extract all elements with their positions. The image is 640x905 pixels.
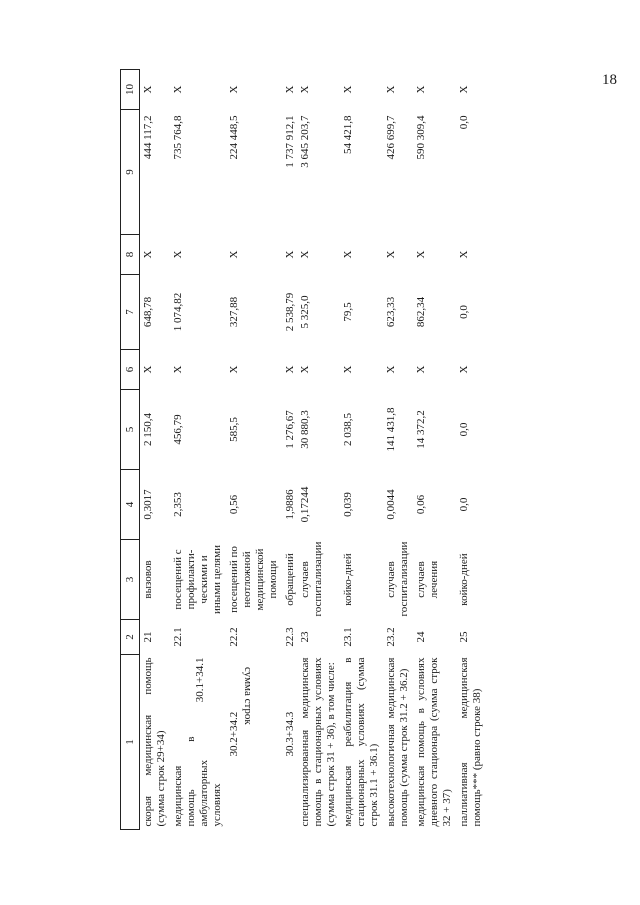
row-code: 23.2 <box>385 627 397 647</box>
cell-c7: 2 538,79 <box>284 292 296 332</box>
cell-c6: X <box>415 365 427 374</box>
cell-c10: X <box>284 85 296 94</box>
table-row <box>226 70 282 830</box>
row-label <box>170 655 226 830</box>
cell-c10: X <box>458 85 470 94</box>
row-code: 25 <box>458 631 470 643</box>
row-label: специализированная медицинская помощь в стационарных условиях (сумма строк 31 + 36), в том числе: <box>299 657 337 827</box>
row-label: скорая медицинская помощь (сумма строк 29+34) <box>142 657 167 827</box>
cell-c6: X <box>284 365 296 374</box>
cell-c9: 735 764,8 <box>172 115 184 160</box>
cell-c5: 1 276,67 <box>284 410 296 449</box>
row-label: медицинская реабилитация в стационарных условиях (сумма строк 31.1 + 36.1) <box>342 657 380 827</box>
table-row <box>340 70 383 830</box>
cell-c5: 2 150,4 <box>142 413 154 446</box>
cell-c8: X <box>142 250 154 259</box>
col-header-10: 10 <box>121 70 140 110</box>
row-unit: случаев госпитализации <box>385 541 410 617</box>
cell-c10: X <box>385 85 397 94</box>
cell-c8: X <box>458 250 470 259</box>
cell-c8: X <box>284 250 296 259</box>
cell-c4: 1,9886 <box>284 489 296 520</box>
row-code: 21 <box>142 631 154 643</box>
row-unit: койко-дней <box>342 553 354 606</box>
table-row <box>170 70 226 830</box>
cell-c7: 648,78 <box>142 296 154 328</box>
cell-c4: 0,56 <box>228 494 240 515</box>
cell-c10: X <box>299 85 311 94</box>
cell-c5: 141 431,8 <box>385 407 397 452</box>
cell-c8: X <box>172 250 184 259</box>
cell-c8: X <box>342 250 354 259</box>
row-code: 22.3 <box>284 627 296 647</box>
row-unit: случаев лечения <box>415 560 440 599</box>
row-unit: обращений <box>284 553 296 606</box>
cell-c6: X <box>228 365 240 374</box>
cell-c6: X <box>172 365 184 374</box>
page-number: 18 <box>602 72 617 88</box>
row-sum-note: 30.2+34.2 <box>228 711 240 757</box>
row-unit: койко-дней <box>458 553 470 606</box>
col-header-1: 1 <box>121 655 140 830</box>
col-header-4: 4 <box>121 470 140 540</box>
cell-c10: X <box>142 85 154 94</box>
cell-c9: 590 309,4 <box>415 115 427 160</box>
cell-c7: 623,33 <box>385 296 397 328</box>
col-header-5: 5 <box>121 390 140 470</box>
cell-c5: 0,0 <box>458 422 470 437</box>
cell-c6: X <box>385 365 397 374</box>
cell-c9: 3 645 203,7 <box>299 115 311 168</box>
cell-c5: 2 038,5 <box>342 413 354 446</box>
col-header-7: 7 <box>121 275 140 350</box>
cell-c5: 14 372,2 <box>415 410 427 449</box>
row-label: высокотехнологичная медицинская помощь (сумма строк 31.2 + 36.2) <box>385 657 410 827</box>
col-header-3: 3 <box>121 540 140 620</box>
cell-c10: X <box>415 85 427 94</box>
header-row <box>121 70 140 830</box>
cell-c9: 0,0 <box>458 115 470 130</box>
row-code: 24 <box>415 631 427 643</box>
cell-c4: 0,039 <box>342 492 354 517</box>
table-row <box>456 70 486 830</box>
table-row <box>282 70 299 830</box>
row-sum-note: 30.3+34.3 <box>284 711 296 757</box>
cell-c6: X <box>458 365 470 374</box>
table-row <box>299 70 340 830</box>
row-label <box>282 655 299 830</box>
cell-c8: X <box>299 250 311 259</box>
cell-c10: X <box>172 85 184 94</box>
cell-c9: 426 699,7 <box>385 115 397 160</box>
col-header-2: 2 <box>121 620 140 655</box>
row-label-text: медицинская помощь в амбулаторных условиях <box>172 736 223 827</box>
row-label: паллиативная медицинская помощь*** (равно строке 38) <box>458 657 483 827</box>
cell-c9: 54 421,8 <box>342 115 354 154</box>
cell-c9: 444 117,2 <box>142 115 154 160</box>
cell-c9: 1 737 912,1 <box>284 115 296 168</box>
cell-c8: X <box>385 250 397 259</box>
table-row <box>413 70 456 830</box>
col-header-8: 8 <box>121 235 140 275</box>
cell-c7: 0,0 <box>458 305 470 319</box>
row-unit: случаев госпитализации <box>299 541 324 617</box>
cell-c5: 456,79 <box>172 414 184 445</box>
cell-c5: 30 880,3 <box>299 410 311 449</box>
row-label: медицинская помощь в условиях дневного стационара (сумма строк 32 + 37) <box>415 657 453 827</box>
cell-c10: X <box>342 85 354 94</box>
col-header-6: 6 <box>121 350 140 390</box>
cell-c7: 327,88 <box>228 296 240 328</box>
row-sum-note: 30.1+34.1 <box>194 657 206 703</box>
row-code: 22.2 <box>228 627 240 647</box>
cell-c9: 224 448,5 <box>228 115 240 160</box>
col-header-9: 9 <box>121 110 140 235</box>
row-code: 23 <box>299 631 311 643</box>
cell-c5: 585,5 <box>228 417 240 442</box>
cell-c7: 1 074,82 <box>172 292 184 332</box>
cell-c10: X <box>228 85 240 94</box>
row-code: 23.1 <box>342 627 354 647</box>
row-unit: посещений по неотложной медицинской помощи <box>228 546 279 613</box>
cell-c8: X <box>228 250 240 259</box>
cell-c6: X <box>142 365 154 374</box>
row-code: 22.1 <box>172 627 184 647</box>
cell-c4: 0,17244 <box>299 486 311 523</box>
cell-c4: 0,0 <box>458 497 470 512</box>
table-row <box>140 70 171 830</box>
cell-c6: X <box>299 365 311 374</box>
cell-c7: 5 325,0 <box>299 295 311 329</box>
cell-c4: 0,0044 <box>385 489 397 520</box>
table-row <box>383 70 413 830</box>
cell-c4: 2,353 <box>172 492 184 517</box>
row-unit: вызовов <box>142 560 154 599</box>
row-label <box>226 655 282 830</box>
cell-c7: 79,5 <box>342 302 354 322</box>
row-unit: посещений с профилакти-ческими и иными целями <box>172 545 223 614</box>
cell-c4: 0,06 <box>415 494 427 515</box>
cell-c6: X <box>342 365 354 374</box>
rotated-table-frame <box>120 70 540 830</box>
cell-c4: 0,3017 <box>142 489 154 520</box>
row-rotated-note: сумма строк <box>242 667 254 726</box>
cell-c7: 862,34 <box>415 296 427 328</box>
financing-table <box>120 69 486 830</box>
cell-c8: X <box>415 250 427 259</box>
